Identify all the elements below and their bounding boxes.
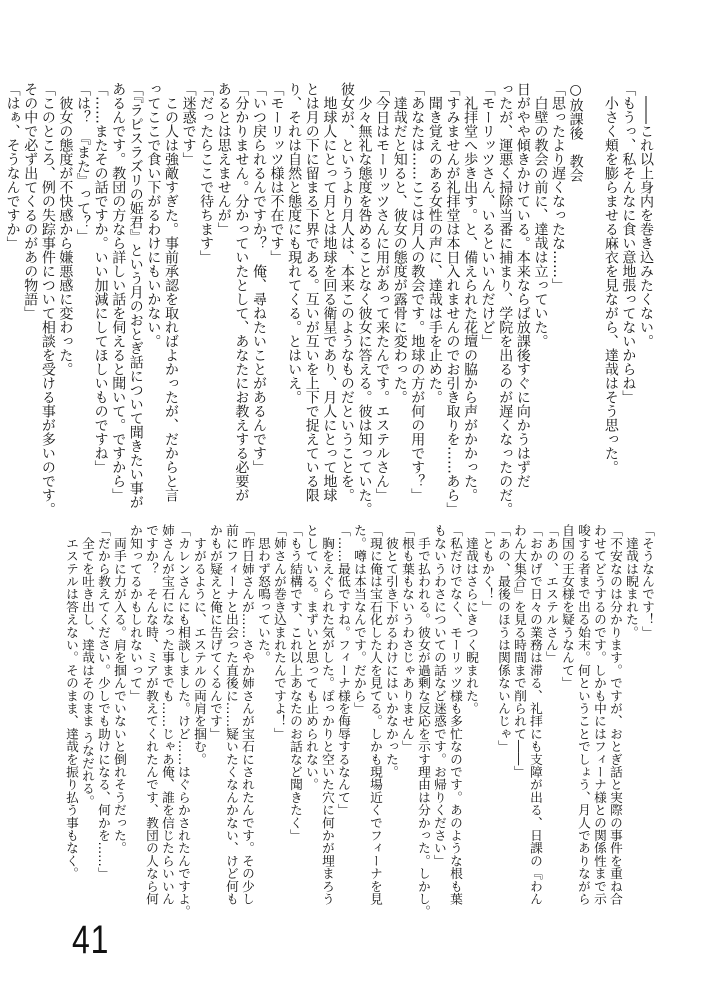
text-line: ○放課後 教会 xyxy=(567,82,584,182)
text-line: ってここで食い下がるわけにもいかない。 xyxy=(145,82,162,348)
text-line: わん大集合』を見る時間まで削られて――」 xyxy=(512,524,527,778)
text-line: 「昨日姉さんが……さやか姉さんが宝石にされたんです。その少し xyxy=(240,524,255,905)
text-line: 日がやや傾きかけている。本来ならば放課後すぐに向かうはずだ xyxy=(514,82,531,488)
text-line: 「だったらここで待ちます」 xyxy=(198,82,215,264)
text-line: ですか？ そんな時、ミアが教えてくれたんです、教団の人なら何 xyxy=(144,524,159,905)
text-line: り、それは自然と態度にも現れてくる。とはいえ。 xyxy=(286,82,303,404)
text-line: かもが疑えと俺に告げてくるんです」 xyxy=(208,524,223,740)
text-line: 「は？ 『また』って？」 xyxy=(75,82,91,243)
page-number: 41 xyxy=(72,918,110,962)
text-line: 白壁の教会の前に、達哉は立っていた。 xyxy=(532,82,549,348)
text-line: 手で払われる。彼女が過剰な反応を示す理由は分かった。しかし。 xyxy=(416,524,431,918)
text-line: 礼拝堂へ歩き出す。と、備えられた花壇の脇から声がかかった。 xyxy=(462,82,479,502)
text-line: 彼女が、というより月人は、本来このようなものだということを。 xyxy=(338,82,355,502)
text-line: 地球人にとって月とは地球を回る衛星であり、月人にとって地球 xyxy=(321,82,338,502)
text-line: た。噂は本当なんです。だから」 xyxy=(352,524,367,715)
text-line: その中で必ず出てくるのがあの物語」 xyxy=(22,82,39,320)
text-line: 「思ったより遅くなったな……」 xyxy=(550,82,567,292)
text-line: 「はぁ、そうなんですか」 xyxy=(4,82,21,250)
text-line: 彼とて引き下がるわけにはいかなかった。 xyxy=(384,524,399,778)
text-line: 「迷惑です」 xyxy=(180,82,197,166)
text-line: 達哉は睨まれた。 xyxy=(624,524,639,639)
text-line: 「私だけでなく、モーリッツ様も多忙なのです。あのような根も葉 xyxy=(448,524,463,905)
text-line: 「根も葉もないうわさじゃありません」 xyxy=(400,524,415,753)
text-line: 「モーリッツさん、いるといいんだけど」 xyxy=(479,82,496,348)
text-line: 「もうっ、私そんなに食い意地張ってないからね」 xyxy=(620,82,637,404)
text-line: 「おかげで日々の業務は滞る、礼拝にも支障が出る、日課の『わん xyxy=(528,524,543,905)
text-line: この人は強敵すぎた。事前承認を取ればよかったが、だからと言 xyxy=(162,82,179,502)
text-line: 前にフィーナと出会った直後に……疑いたくなんかない、けど何も xyxy=(224,524,239,905)
text-line: すがるように、エステルの両肩を掴む。 xyxy=(192,524,207,766)
text-line: 「いつ戻られるんですか？ 俺、尋ねたいことがあるんです」 xyxy=(250,82,267,474)
text-line: 「……最低ですね。フィーナ様を侮辱するなんて」 xyxy=(336,524,351,817)
text-line: あるんです。教団の方なら詳しい話を伺えると聞いて。ですから」 xyxy=(110,82,127,502)
text-line: とは月の下に留まる下界である。互いが互いを上下で捉えている限 xyxy=(303,82,320,502)
text-line: 「今日はモーリッツさんに用があって来たんです。エステルさん」 xyxy=(374,82,391,502)
text-line: 「分かりません。分かっていたとして、あなたにお教えする必要が xyxy=(233,82,250,502)
text-line: 「カレンさんにも相談しました。けど……はぐらかされたんですよ。 xyxy=(176,524,191,918)
text-line: 小さく頬を膨らませる麻衣を見ながら、達哉はそう思った。 xyxy=(602,82,619,474)
text-line: としている。まずいと思っても止められない。 xyxy=(304,524,319,791)
text-line: ったが、運悪く掃除当番に捕まり、学院を出るのが遅くなったのだ。 xyxy=(497,82,514,516)
text-line: ――これ以上身内を巻き込みたくない。 xyxy=(638,82,654,348)
upper-text-block xyxy=(3,82,654,516)
text-line: 唆する者まで出る始末。何ということでしょう、月人でありながら xyxy=(576,524,591,905)
text-line: 「不安なのは分かります。ですが、おとぎ話と実際の事件を重ね合 xyxy=(608,524,623,905)
text-line: 聞き覚えのある女性の声に、達哉は手を止めた。 xyxy=(426,82,443,404)
text-line: 彼女の態度が不快感から嫌悪感に変わった。 xyxy=(57,82,74,376)
text-line: あるとは思えませんが」 xyxy=(215,82,232,236)
text-line: 全てを吐き出し、達哉はそのまま うなだれる。 xyxy=(80,524,95,808)
text-line: 「『ラピスラズリの姫君』という月のおとぎ話について聞きたい事が xyxy=(127,82,144,509)
text-line: もないうわさについての話など迷惑です。お帰りください」 xyxy=(432,524,447,867)
text-line: 「ともかく！」 xyxy=(480,524,495,613)
text-line: 「だから教えてください。少しでも助けになる、何かを……」 xyxy=(96,524,111,880)
text-line: 思わず怒鳴っていた。 xyxy=(256,524,271,664)
text-line: 達哉はさらにきつく睨まれた。 xyxy=(464,524,479,715)
text-line: 「このところ、例の失踪事件について相談を受ける事が多いのです。 xyxy=(39,82,56,516)
text-line: 「姉さんが巻き込まれたんですよ！」 xyxy=(272,524,287,740)
text-line: 「あの、エステルさん」 xyxy=(544,524,559,664)
lower-text-block xyxy=(63,524,655,918)
text-line: 「あの、最後のほうは関係ないんじゃ」 xyxy=(496,524,511,753)
text-line: エステルは答えない。そのまま、達哉を振り払う事もなく。 xyxy=(64,524,79,880)
text-line: 姉さんが宝石になった事までも……じゃあ俺、誰を信じたらいいん xyxy=(160,524,175,905)
text-line: 両手に力が入る。肩を掴んでいないと倒れそうだった。 xyxy=(112,524,127,855)
text-line: 「あなたは……ここは月人の教会です。地球の方が何の用です？」 xyxy=(409,82,426,502)
text-line: 「モーリッツ様は不在です」 xyxy=(268,82,285,264)
text-line: 「そうなんです！」 xyxy=(640,524,655,639)
text-line: 自国の王女様を疑うなんて」 xyxy=(560,524,575,690)
text-line: 「すみませんが礼拝堂は本日入れませんのでお引き取りを……あら」 xyxy=(444,82,461,516)
text-line: 胸をえぐられた気がした。ぽっかりと空いた穴に何かが埋まろう xyxy=(320,524,335,905)
text-line: 達哉だと知ると、彼女の態度が露骨に変わった。 xyxy=(391,82,408,404)
text-line: 「現に俺は宝石化した人を見てる。しかも現場近くでフィーナを見 xyxy=(368,524,383,905)
text-line: 「……またその話ですか。いい加減にしてほしいものですね」 xyxy=(92,82,109,474)
text-line: わせてどうするのです。しかも中にはフィーナ様との関係性まで示 xyxy=(592,524,607,905)
scene-break xyxy=(584,82,602,497)
text-line: 「もう結構です、これ以上あなたのお話など聞きたく」 xyxy=(288,524,303,842)
text-line: か知ってるかもしれないって」 xyxy=(128,524,143,702)
text-line: 少々無礼な態度を咎めることなく彼女に答える。彼は知っていた。 xyxy=(356,82,373,516)
